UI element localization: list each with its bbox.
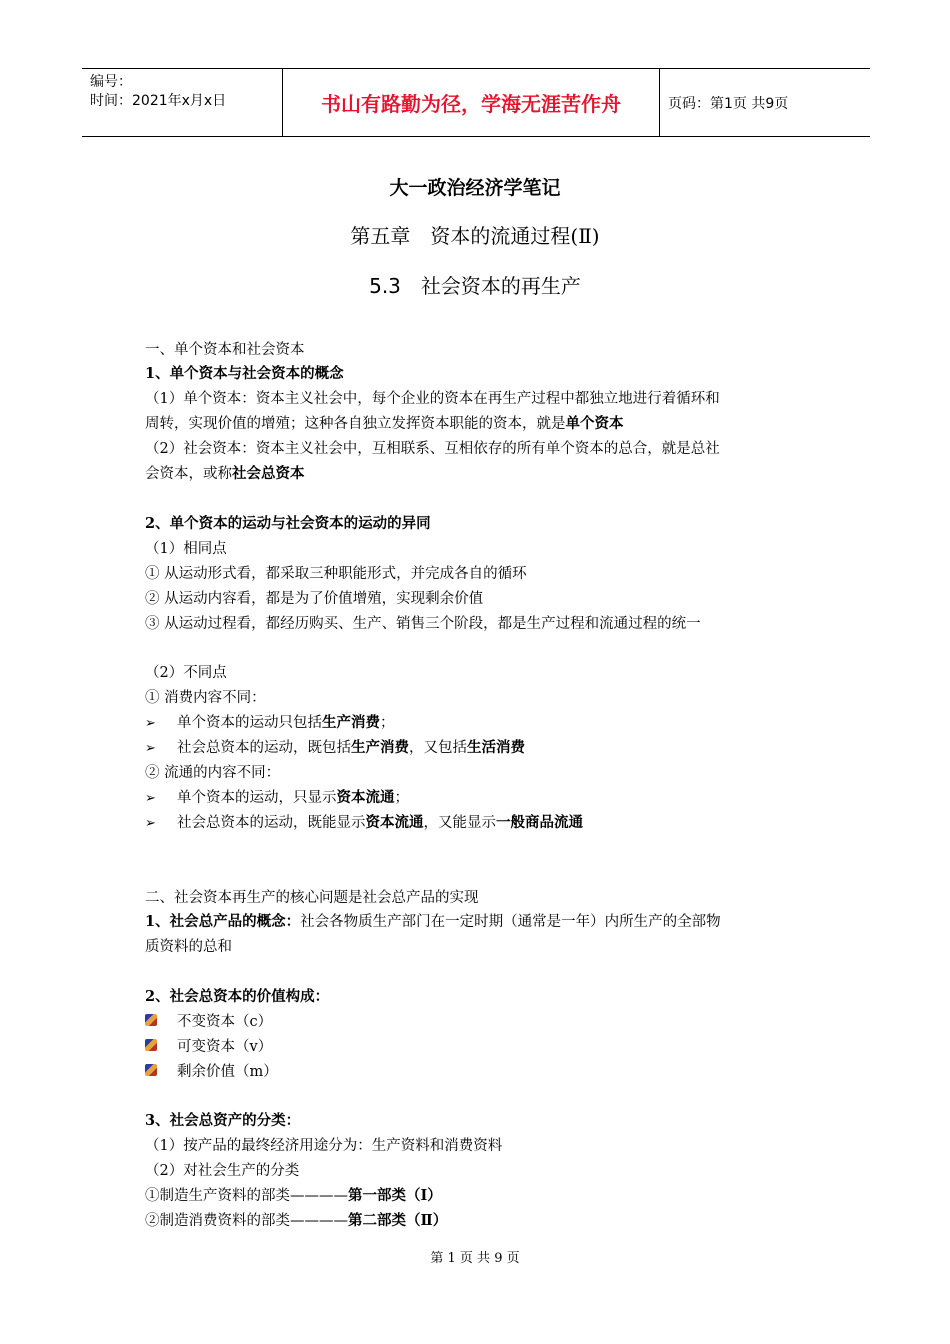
document-header — [82, 68, 870, 137]
header-meta — [82, 69, 282, 136]
arrow-bullet-icon: ➢ — [145, 816, 156, 831]
list-item: ①制造生产资料的部类————第一部类（Ⅰ） — [145, 1187, 442, 1204]
list-item: ① 消费内容不同： — [145, 690, 266, 706]
list-item: （1）按产品的最终经济用途分为：生产资料和消费资料 — [145, 1138, 503, 1154]
subheading-1-1: 1、单个资本与社会资本的概念 — [145, 365, 344, 382]
section-heading-1: 一、单个资本和社会资本 — [145, 342, 305, 358]
flag-icon — [145, 1014, 177, 1030]
list-item: ②制造消费资料的部类————第二部类（Ⅱ） — [145, 1212, 448, 1229]
flag-icon — [145, 1064, 177, 1080]
arrow-bullet-icon: ➢ — [145, 716, 156, 731]
list-heading: （1）相同点 — [145, 541, 227, 557]
paragraph-line: （1）单个资本：资本主义社会中，每个企业的资本在再生产过程中都独立地进行着循环和 — [145, 391, 720, 407]
page-footer: 第 1 页 共 9 页 — [430, 1251, 520, 1266]
arrow-bullet-icon: ➢ — [145, 791, 156, 806]
bullet-item: ➢ 单个资本的运动，只显示资本流通； — [145, 789, 409, 806]
paragraph-line: （2）社会资本：资本主义社会中，互相联系、互相依存的所有单个资本的总合，就是总社 — [145, 441, 720, 457]
subheading-2-2: 2、社会总资本的价值构成： — [145, 988, 330, 1005]
list-item: ② 从运动内容看，都是为了价值增殖，实现剩余价值 — [145, 591, 484, 607]
header-motto: 书山有路勤为径，学海无涯苦作舟 — [282, 69, 660, 136]
section-heading-2: 二、社会资本再生产的核心问题是社会总产品的实现 — [145, 890, 479, 906]
bullet-item: 可变资本（v） — [145, 1035, 815, 1056]
number-label: 编号： — [90, 74, 132, 90]
paragraph-line: 周转，实现价值的增殖；这种各自独立发挥资本职能的资本，就是单个资本 — [145, 415, 624, 432]
bullet-item: 剩余价值（m） — [145, 1060, 815, 1081]
bullet-item: ➢ 社会总资本的运动，既包括生产消费，又包括生活消费 — [145, 739, 525, 756]
list-heading: （2）不同点 — [145, 665, 227, 681]
arrow-bullet-icon: ➢ — [145, 741, 156, 756]
bullet-item: 不变资本（c） — [145, 1010, 815, 1031]
paragraph-line: 质资料的总和 — [145, 939, 232, 955]
chapter-title: 第五章 资本的流通过程(Ⅱ) — [350, 224, 600, 248]
paragraph-line: 1、社会总产品的概念：社会各物质生产部门在一定时期（通常是一年）内所生产的全部物 — [145, 913, 721, 930]
time-label: 时间：2021年x月x日 — [90, 93, 227, 109]
paragraph-line: 会资本，或称社会总资本 — [145, 465, 305, 482]
bullet-item: ➢ 单个资本的运动只包括生产消费； — [145, 714, 395, 731]
list-item: ① 从运动形式看，都采取三种职能形式，并完成各自的循环 — [145, 566, 527, 582]
list-item: ③ 从运动过程看，都经历购买、生产、销售三个阶段，都是生产过程和流通过程的统一 — [145, 616, 701, 632]
flag-icon — [145, 1039, 177, 1055]
list-item: ② 流通的内容不同： — [145, 765, 281, 781]
section-title: 5.3 社会资本的再生产 — [369, 274, 581, 298]
subheading-2-3: 3、社会总资产的分类： — [145, 1112, 301, 1129]
bullet-item: ➢ 社会总资本的运动，既能显示资本流通，又能显示一般商品流通 — [145, 814, 583, 831]
document-title: 大一政治经济学笔记 — [389, 177, 561, 199]
list-item: （2）对社会生产的分类 — [145, 1163, 300, 1179]
subheading-1-2: 2、单个资本的运动与社会资本的运动的异同 — [145, 515, 431, 532]
header-page-info: 页码：第1页 共9页 — [668, 95, 789, 112]
